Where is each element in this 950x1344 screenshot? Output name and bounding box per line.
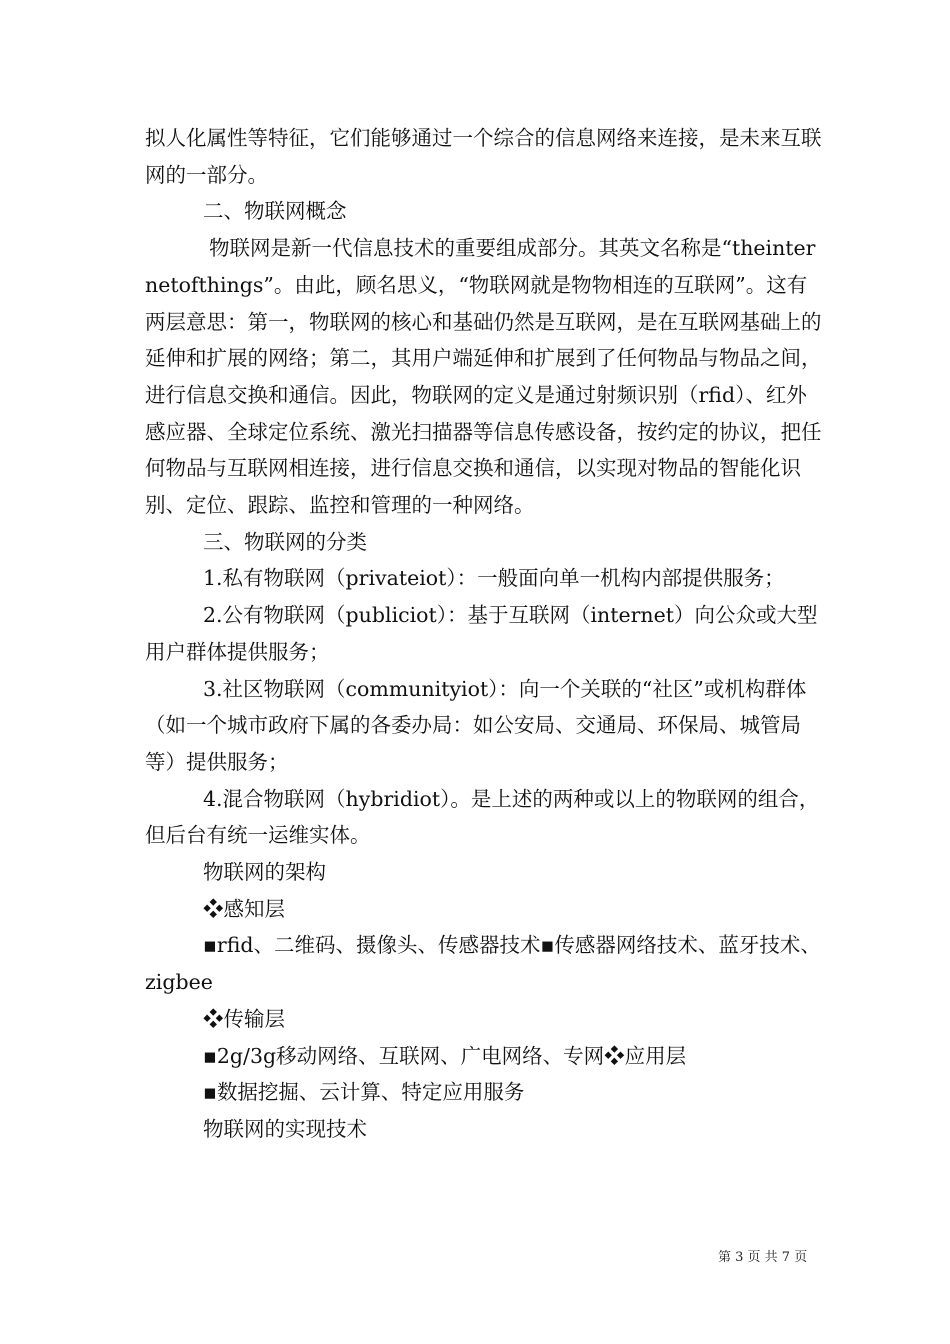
heading-implementation: 物联网的实现技术 bbox=[203, 1116, 367, 1141]
layer-perception: ❖感知层 bbox=[203, 896, 285, 921]
list-item-private-iot: 1.私有物联网（privateiot）：一般面向单一机构内部提供服务； bbox=[203, 566, 785, 591]
heading-architecture: 物联网的架构 bbox=[203, 860, 326, 885]
paragraph-continuation: 拟人化属性等特征，它们能够通过一个综合的信息网络来连接，是未来互联网的一部分。 bbox=[145, 126, 822, 187]
application-technologies: ▪数据挖掘、云计算、特定应用服务 bbox=[203, 1080, 525, 1105]
transport-technologies: ▪2g/3g移动网络、互联网、广电网络、专网❖应用层 bbox=[203, 1043, 687, 1068]
list-item-community-iot: 3.社区物联网（communityiot）：向一个关联的“社区”或机构群体（如一个城市政府下属的各委办局：如公安局、交通局、环保局、城管局等）提供服务； bbox=[145, 676, 807, 774]
section-heading-classification: 三、物联网的分类 bbox=[203, 529, 367, 554]
list-item-public-iot: 2.公有物联网（publiciot）：基于互联网（internet）向公众或大型用户群体提供服务； bbox=[145, 603, 818, 664]
perception-technologies: ▪rfid、二维码、摄像头、传感器技术▪传感器网络技术、蓝牙技术、zigbee bbox=[145, 933, 821, 995]
section-heading-concept: 二、物联网概念 bbox=[203, 199, 347, 224]
page-number: 第 3 页 共 7 页 bbox=[718, 1250, 808, 1265]
layer-transport: ❖传输层 bbox=[203, 1006, 285, 1031]
paragraph-concept: 物联网是新一代信息技术的重要组成部分。其英文名称是“theinternetofthings”。由此，顾名思义，“物联网就是物物相连的互联网”。这有两层意思：第一，物联网的核心和基础仍然是互联网，是在互联网基础上的延伸和扩展的网络；第二，其用户端延伸和扩展到了任何物品与物品之间，进行信息交换和通信。因此，物联网的定义是通过射频识别（rfid）、红外感应器、全球定位系统、激光扫描器等信息传感设备，按约定的协议，把任何物品与互联网相连接，进行信息交换和通信，以实现对物品的智能化识别、定位、跟踪、监控和管理的一种网络。 bbox=[145, 236, 822, 518]
document-body bbox=[145, 120, 825, 1148]
list-item-hybrid-iot: 4.混合物联网（hybridiot）。是上述的两种或以上的物联网的组合，但后台有统一运维实体。 bbox=[145, 786, 820, 848]
